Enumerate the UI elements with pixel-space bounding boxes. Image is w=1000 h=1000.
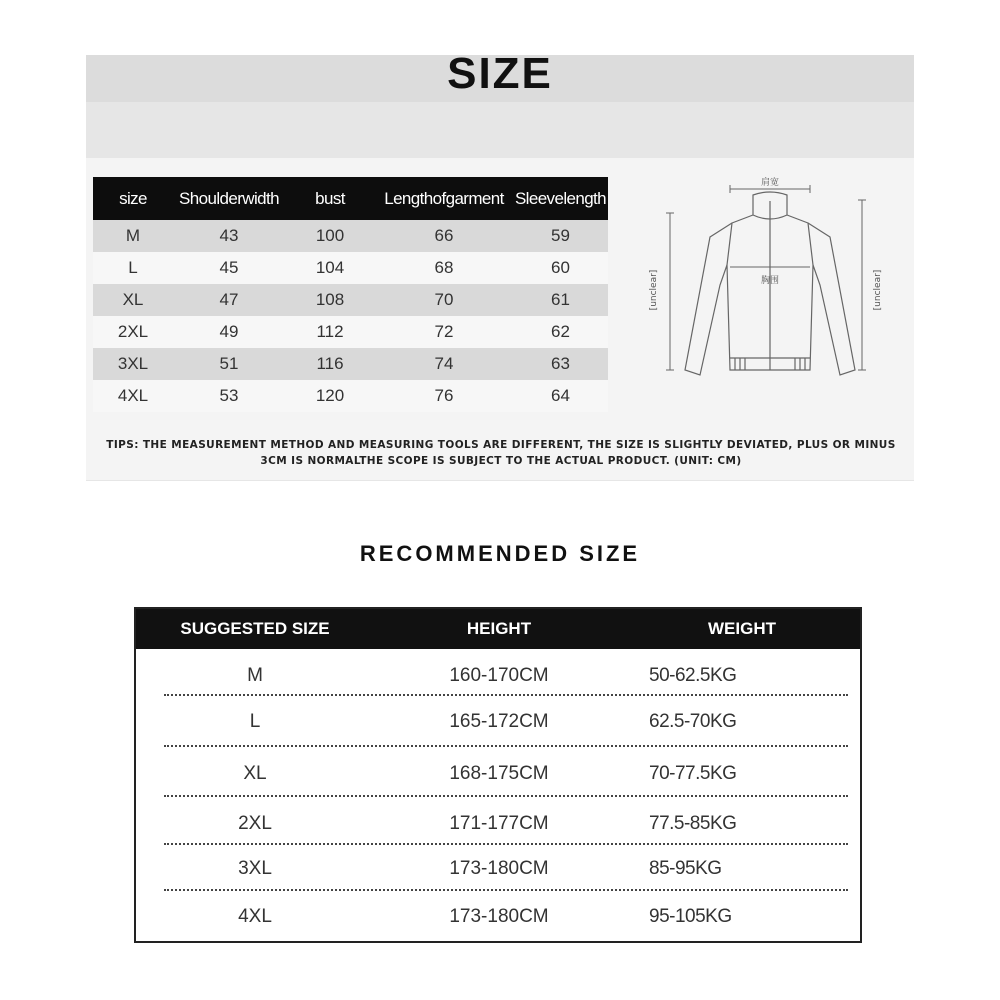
cell-bust: 108 (315, 290, 345, 309)
cell-bust: 104 (315, 258, 345, 277)
table-row (136, 892, 860, 942)
header-shoulder-width: Shoulderwidth (179, 188, 279, 208)
header-weight: WEIGHT (708, 619, 776, 638)
cell-weight: 85-95KG (649, 858, 722, 879)
shoulder-label: 肩宽 (760, 178, 780, 188)
cell-bust: 120 (315, 386, 345, 405)
measurement-table (93, 177, 608, 412)
table-row (93, 316, 608, 348)
cell-sleeve: 60 (551, 258, 570, 277)
cell-height: 173-180CM (449, 906, 549, 927)
sleeve-label: [unclear] (649, 269, 659, 311)
cell-length: 72 (434, 322, 454, 341)
row-divider (164, 795, 848, 797)
cell-sleeve: 59 (551, 226, 570, 245)
garment-diagram (640, 165, 900, 405)
table-row (136, 844, 860, 894)
cell-suggested-size: M (247, 665, 263, 686)
cell-weight: 77.5-85KG (649, 813, 737, 834)
row-divider (164, 694, 848, 696)
table-row (93, 380, 608, 412)
measurement-table-body (93, 220, 608, 412)
tips-text: TIPS: THE MEASUREMENT METHOD AND MEASURING TOOLS ARE DIFFERENT, THE SIZE IS SLIGHTLY DEVIATED, PLUS OR MINUS 3CM IS NORMALTHE SCOPE IS SUBJECT TO THE ACTUAL PRODUCT. (UNIT: CM) (106, 439, 896, 467)
cell-shoulder-width: 53 (219, 386, 239, 405)
chest-label: 胸围 (760, 276, 780, 286)
recommended-size-table (134, 607, 862, 943)
cell-suggested-size: 4XL (238, 906, 272, 927)
table-row (93, 252, 608, 284)
cell-length: 66 (434, 226, 454, 245)
size-title: SIZE (447, 49, 553, 98)
cell-sleeve: 63 (551, 354, 570, 373)
cell-height: 165-172CM (449, 711, 549, 732)
table-row (93, 348, 608, 380)
cell-shoulder-width: 49 (219, 322, 239, 341)
cell-size: XL (122, 290, 144, 309)
header-height: HEIGHT (466, 619, 532, 638)
header-sleeve-length: Sleevelength (514, 188, 607, 208)
table-row (93, 220, 608, 252)
cell-suggested-size: 2XL (238, 813, 272, 834)
cell-shoulder-width: 51 (219, 354, 239, 373)
table-row (136, 749, 860, 799)
cell-length: 76 (434, 386, 454, 405)
cell-height: 168-175CM (449, 763, 549, 784)
jacket-outline-icon (640, 165, 900, 405)
cell-bust: 100 (315, 226, 345, 245)
cell-suggested-size: L (249, 711, 261, 732)
recommended-table-header (136, 609, 860, 649)
recommended-size-title: RECOMMENDED SIZE (359, 541, 641, 566)
cell-sleeve: 61 (551, 290, 570, 309)
cell-suggested-size: XL (243, 763, 267, 784)
row-divider (164, 889, 848, 891)
header-suggested-size: SUGGESTED SIZE (180, 619, 330, 638)
table-row (93, 284, 608, 316)
cell-shoulder-width: 45 (219, 258, 239, 277)
cell-weight: 95-105KG (649, 906, 732, 927)
cell-shoulder-width: 43 (219, 226, 239, 245)
table-row (136, 697, 860, 747)
measurement-table-header (93, 177, 608, 220)
cell-bust: 116 (316, 354, 344, 373)
header-size: size (119, 188, 147, 208)
cell-weight: 70-77.5KG (649, 763, 737, 784)
cell-sleeve: 62 (551, 322, 570, 341)
cell-length: 74 (434, 354, 454, 373)
cell-size: L (128, 258, 138, 277)
cell-size: M (125, 226, 141, 245)
length-label: [unclear] (873, 269, 883, 311)
cell-height: 160-170CM (449, 665, 549, 686)
table-row (136, 799, 860, 849)
header-bust: bust (315, 188, 345, 208)
row-divider (164, 745, 848, 747)
header-length-of-garment: Lengthofgarment (384, 188, 504, 208)
cell-bust: 112 (316, 322, 344, 341)
cell-shoulder-width: 47 (219, 290, 239, 309)
cell-length: 68 (434, 258, 454, 277)
cell-length: 70 (434, 290, 454, 309)
cell-height: 171-177CM (449, 813, 549, 834)
cell-weight: 50-62.5KG (649, 665, 737, 686)
cell-suggested-size: 3XL (238, 858, 272, 879)
cell-size: 4XL (117, 386, 149, 405)
cell-sleeve: 64 (551, 386, 570, 405)
cell-weight: 62.5-70KG (649, 711, 737, 732)
cell-size: 2XL (117, 322, 149, 341)
cell-height: 173-180CM (449, 858, 549, 879)
cell-size: 3XL (117, 354, 149, 373)
